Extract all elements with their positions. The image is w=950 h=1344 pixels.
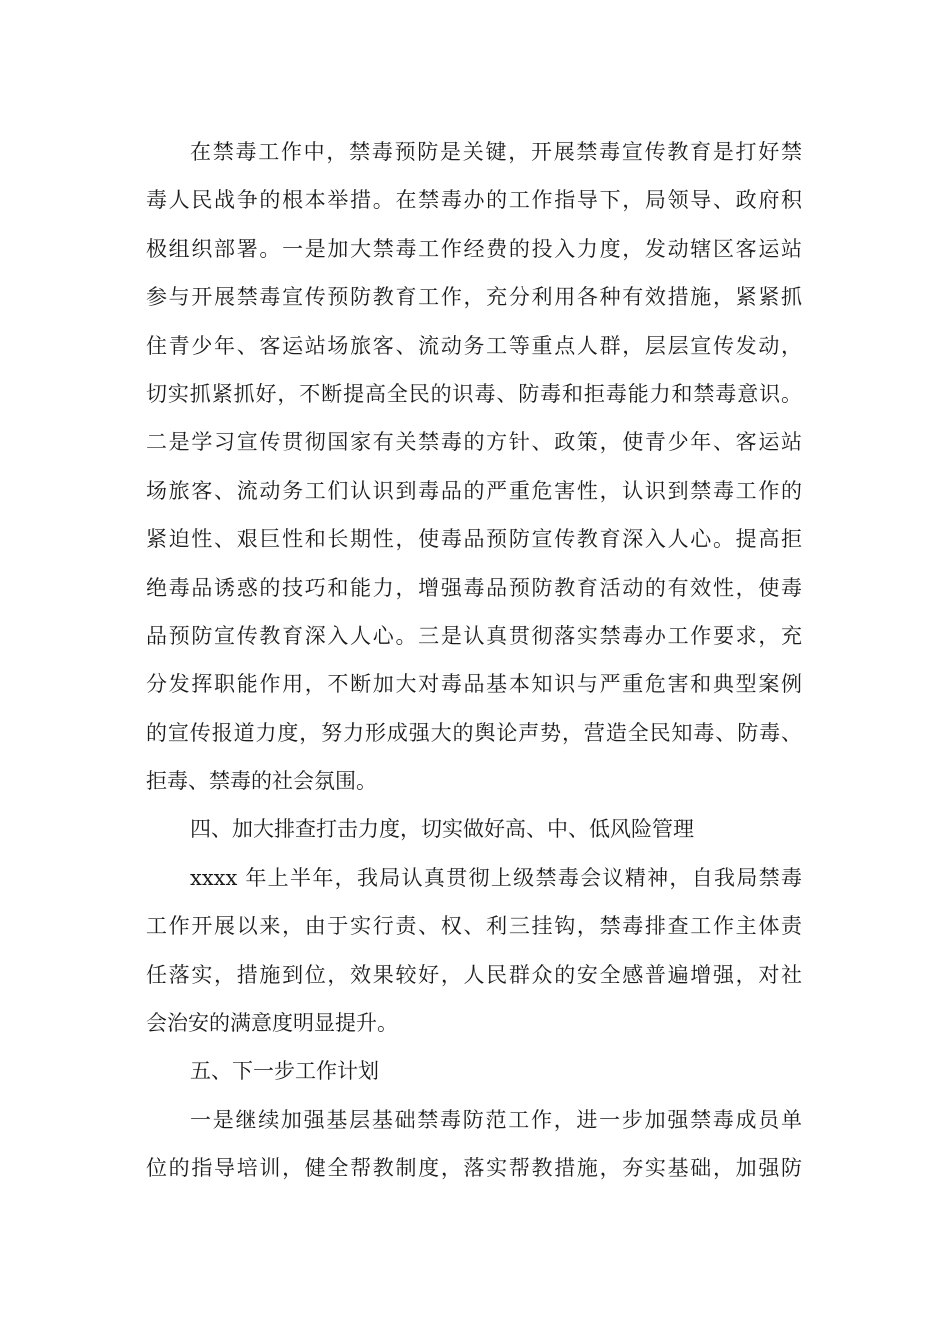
paragraph-line: 品预防宣传教育深入人心。三是认真贯彻落实禁毒办工作要求，充	[146, 623, 802, 648]
paragraph-line: 的宣传报道力度，努力形成强大的舆论声势，营造全民知毒、防毒、	[146, 720, 802, 745]
paragraph-line: 参与开展禁毒宣传预防教育工作，充分利用各种有效措施，紧紧抓	[146, 285, 802, 310]
paragraph-line: 分发挥职能作用，不断加大对毒品基本知识与严重危害和典型案例	[146, 672, 802, 697]
document-body	[146, 128, 802, 1193]
section-heading: 五、下一步工作计划	[190, 1059, 379, 1084]
paragraph-line: 位的指导培训，健全帮教制度，落实帮教措施，夯实基础，加强防	[146, 1156, 802, 1181]
paragraph-line: 会治安的满意度明显提升。	[146, 1011, 398, 1036]
paragraph-line: 二是学习宣传贯彻国家有关禁毒的方针、政策，使青少年、客运站	[146, 430, 802, 455]
paragraph-line: 任落实，措施到位，效果较好，人民群众的安全感普遍增强，对社	[146, 962, 802, 987]
paragraph-line: xxxx 年上半年，我局认真贯彻上级禁毒会议精神，自我局禁毒	[190, 865, 802, 890]
paragraph-line: 工作开展以来，由于实行责、权、利三挂钩，禁毒排查工作主体责	[146, 914, 802, 939]
paragraph-line: 极组织部署。一是加大禁毒工作经费的投入力度，发动辖区客运站	[146, 236, 802, 261]
section-heading: 四、加大排查打击力度，切实做好高、中、低风险管理	[190, 817, 694, 842]
paragraph-line: 一是继续加强基层基础禁毒防范工作，进一步加强禁毒成员单	[190, 1107, 802, 1132]
paragraph-line: 毒人民战争的根本举措。在禁毒办的工作指导下，局领导、政府积	[146, 188, 802, 213]
paragraph-line: 拒毒、禁毒的社会氛围。	[146, 769, 377, 794]
paragraph-line: 在禁毒工作中，禁毒预防是关键，开展禁毒宣传教育是打好禁	[190, 140, 802, 164]
paragraph-line: 绝毒品诱惑的技巧和能力，增强毒品预防教育活动的有效性，使毒	[146, 575, 802, 600]
paragraph-line: 切实抓紧抓好，不断提高全民的识毒、防毒和拒毒能力和禁毒意识。	[146, 381, 802, 406]
paragraph-line: 紧迫性、艰巨性和长期性，使毒品预防宣传教育深入人心。提高拒	[146, 527, 802, 552]
paragraph-line: 住青少年、客运站场旅客、流动务工等重点人群，层层宣传发动，	[146, 333, 802, 358]
paragraph-line: 场旅客、流动务工们认识到毒品的严重危害性，认识到禁毒工作的	[146, 478, 802, 503]
